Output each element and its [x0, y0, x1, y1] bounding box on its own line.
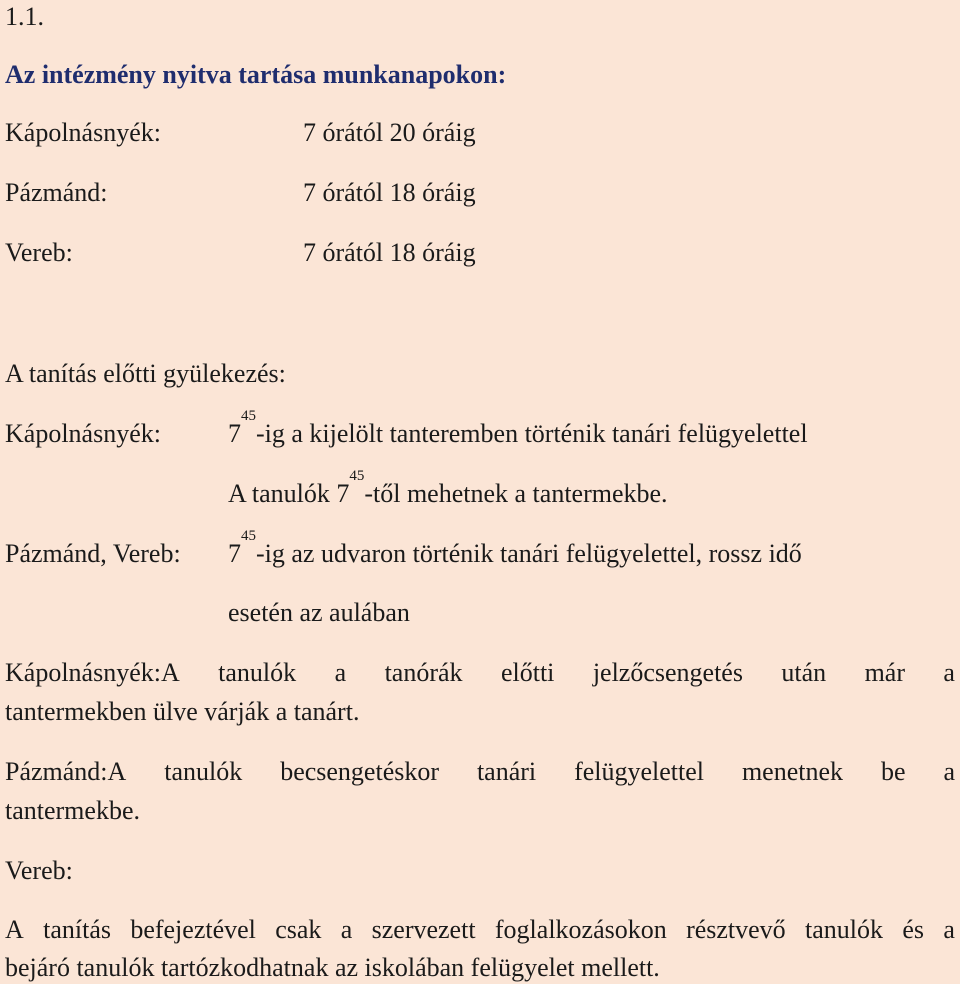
- pazmand-line2: esetén az aulában: [228, 598, 410, 627]
- word: tanulók: [218, 658, 297, 687]
- line-text: -ig a kijelölt tanteremben történik tanári felügyelettel: [256, 419, 808, 448]
- paragraph-3: Vereb:: [5, 856, 73, 885]
- word: befejeztével: [130, 915, 256, 944]
- paragraph-2-line1: [5, 757, 955, 787]
- word: tanulók: [164, 757, 243, 786]
- word: résztvevő: [686, 915, 786, 944]
- paragraph-2-line2: tantermekbe.: [5, 796, 140, 825]
- pazmand-vereb-label: Pázmánd, Vereb:: [5, 539, 181, 568]
- paragraph-4-line2: bejáró tanulók tartózkodhatnak az iskolában felügyelet mellett.: [5, 953, 660, 982]
- opening-hours-time: 7 órától 18 óráig: [303, 238, 476, 267]
- time-base: 7: [228, 539, 241, 568]
- line-text: A tanulók 7: [228, 479, 350, 508]
- word: már: [864, 658, 905, 687]
- word: tanítás: [43, 915, 111, 944]
- time-sup: 45: [241, 408, 256, 424]
- word: szervezett: [371, 915, 476, 944]
- line-text: -től mehetnek a tantermekbe.: [364, 479, 668, 508]
- word: tanári: [476, 757, 537, 786]
- time-base: 7: [228, 419, 241, 448]
- word: és: [902, 915, 925, 944]
- word: a: [340, 915, 353, 944]
- kapolnasnyek-line1: [228, 408, 808, 449]
- word: a: [943, 658, 955, 687]
- paragraph-1-line2: tantermekben ülve várják a tanárt.: [5, 697, 360, 726]
- time-sup: 45: [349, 468, 365, 484]
- word: Pázmánd:A: [5, 757, 127, 786]
- word: csak: [275, 915, 322, 944]
- word: felügyelettel: [574, 757, 705, 786]
- word: előtti: [500, 658, 555, 687]
- line-text: -ig az udvaron történik tanári felügyelettel, rossz idő: [256, 539, 802, 568]
- section-number: 1.1.: [5, 2, 44, 31]
- word: a: [943, 915, 955, 944]
- kapolnasnyek-label: Kápolnásnyék:: [5, 419, 161, 448]
- opening-hours-place: Vereb:: [5, 238, 73, 267]
- kapolnasnyek-line2: [228, 468, 668, 509]
- word: a: [943, 757, 955, 786]
- word: jelzőcsengetés: [592, 658, 743, 687]
- heading: Az intézmény nyitva tartása munkanapokon:: [5, 60, 507, 89]
- word: menetnek: [741, 757, 844, 786]
- word: Kápolnásnyék:A: [5, 658, 180, 687]
- opening-hours-place: Pázmánd:: [5, 178, 108, 207]
- word: tanórák: [384, 658, 463, 687]
- word: a: [334, 658, 347, 687]
- paragraph-1-line1: [5, 658, 955, 688]
- time-sup: 45: [241, 528, 256, 544]
- opening-hours-time: 7 órától 20 óráig: [303, 118, 476, 147]
- word: foglalkozásokon: [494, 915, 667, 944]
- word: A: [5, 915, 24, 944]
- opening-hours-place: Kápolnásnyék:: [5, 118, 161, 147]
- pazmand-line1: [228, 528, 802, 569]
- paragraph-4-line1: [5, 915, 955, 945]
- opening-hours-time: 7 órától 18 óráig: [303, 178, 476, 207]
- word: be: [880, 757, 906, 786]
- word: tanulók: [805, 915, 884, 944]
- assembly-title: A tanítás előtti gyülekezés:: [5, 359, 286, 388]
- word: után: [781, 658, 827, 687]
- word: becsengetéskor: [280, 757, 440, 786]
